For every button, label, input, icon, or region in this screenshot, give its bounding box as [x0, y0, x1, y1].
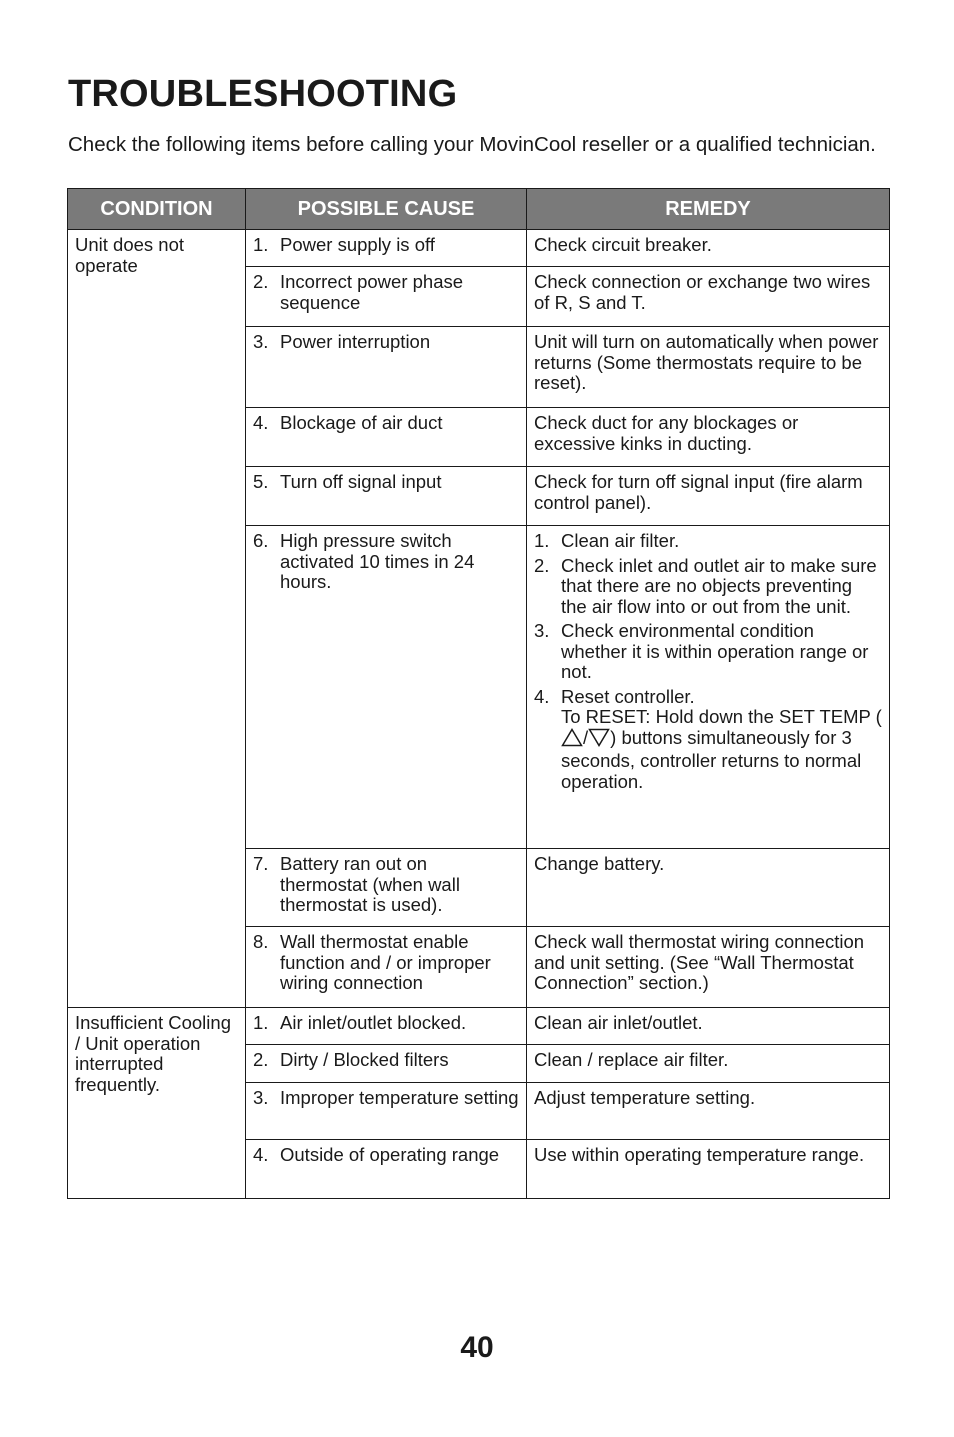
remedy-cell: Clean air inlet/outlet. — [527, 1008, 890, 1045]
remedy-cell: Check connection or exchange two wires of R, S and T. — [527, 267, 890, 327]
cause-cell: 6. High pressure switch activated 10 times in 24 hours. — [246, 526, 527, 849]
remedy-step: 2. Check inlet and outlet air to make sure that there are no objects preventing the air flow into or out from the unit. — [534, 554, 877, 617]
reset-separator: / — [583, 726, 589, 748]
page-number: 40 — [460, 1331, 494, 1364]
header-possible-cause: POSSIBLE CAUSE — [246, 189, 527, 230]
table-header-row — [68, 189, 890, 230]
remedy-step: 3. Check environmental condition whether it is within operation range or not. — [534, 620, 869, 682]
remedy-steps — [534, 531, 882, 792]
reset-line-2: To RESET: Hold down the SET TEMP ( — [561, 706, 882, 727]
cause-cell: 7. Battery ran out on thermostat (when wall thermostat is used). — [246, 849, 527, 927]
remedy-cell: Check duct for any blockages or excessive kinks in ducting. — [527, 408, 890, 467]
remedy-cell: Check wall thermostat wiring connection and unit setting. (See “Wall Thermostat Connection” section.) — [527, 927, 890, 1008]
cause-cell: 4. Outside of operating range — [246, 1140, 527, 1199]
remedy-cell: Clean / replace air filter. — [527, 1045, 890, 1083]
triangle-down-icon — [588, 728, 610, 752]
cause-cell: 5. Turn off signal input — [246, 467, 527, 526]
remedy-cell: Check for turn off signal input (fire alarm control panel). — [527, 467, 890, 526]
cause-cell: 2. Dirty / Blocked filters — [246, 1045, 527, 1083]
header-remedy: REMEDY — [527, 189, 890, 230]
remedy-cell — [527, 526, 890, 849]
cause-cell: 3. Improper temperature setting — [246, 1083, 527, 1140]
remedy-step: 4. Reset controller. To RESET: Hold down the SET TEMP (/ ) buttons simultaneously for 3 seconds, controller returns to normal operation. — [534, 685, 882, 792]
remedy-cell: Check circuit breaker. — [527, 230, 890, 267]
triangle-up-icon — [561, 728, 583, 752]
troubleshooting-table — [67, 188, 890, 1199]
remedy-step: 1. Clean air filter. — [534, 530, 680, 551]
table-row — [68, 1008, 890, 1045]
cause-cell: 3. Power interruption — [246, 327, 527, 408]
cause-cell: 4. Blockage of air duct — [246, 408, 527, 467]
reset-line-3: ) buttons simultaneously for 3 seconds, controller returns to normal operation. — [561, 726, 862, 792]
page-title: TROUBLESHOOTING — [68, 73, 458, 115]
remedy-cell: Unit will turn on automatically when power returns (Some thermostats require to be reset). — [527, 327, 890, 408]
condition-cell: Insufficient Cooling / Unit operation interrupted frequently. — [68, 1008, 246, 1199]
cause-cell: 1. Power supply is off — [246, 230, 527, 267]
cause-cell: 8. Wall thermostat enable function and / or improper wiring connection — [246, 927, 527, 1008]
remedy-cell: Use within operating temperature range. — [527, 1140, 890, 1199]
cause-cell: 2. Incorrect power phase sequence — [246, 267, 527, 327]
remedy-cell: Adjust temperature setting. — [527, 1083, 890, 1140]
table-row — [68, 230, 890, 267]
reset-line-1: Reset controller. — [561, 685, 695, 707]
intro-text: Check the following items before calling your MovinCool reseller or a qualified technician. — [68, 133, 876, 156]
remedy-cell: Change battery. — [527, 849, 890, 927]
header-condition: CONDITION — [68, 189, 246, 230]
condition-cell: Unit does not operate — [68, 230, 246, 1008]
cause-cell: 1. Air inlet/outlet blocked. — [246, 1008, 527, 1045]
